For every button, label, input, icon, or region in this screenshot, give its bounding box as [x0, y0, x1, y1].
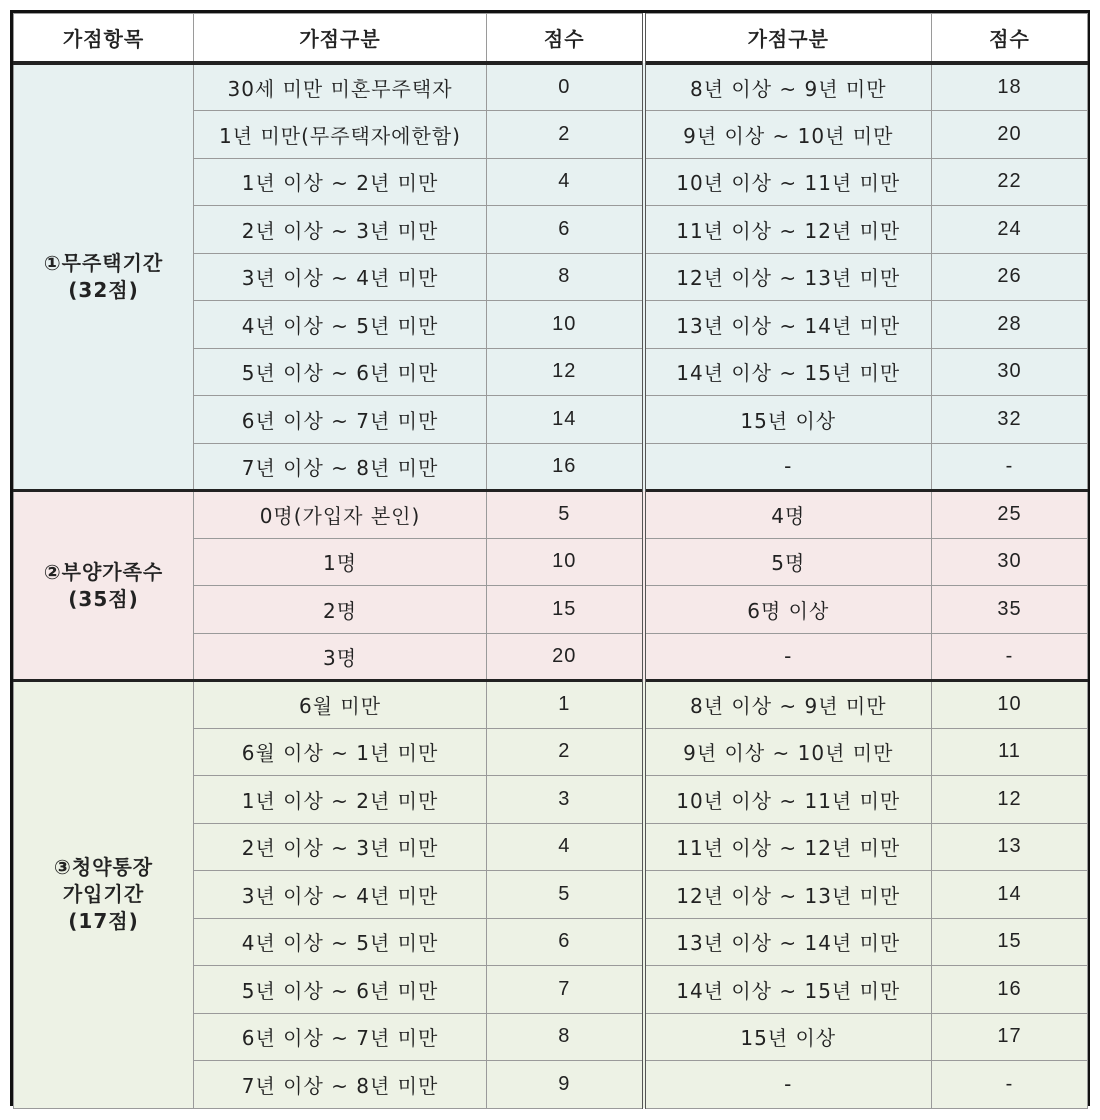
- division-cell-right: 9년 이상 ~ 10년 미만: [644, 728, 932, 776]
- score-cell-right: 24: [932, 206, 1088, 254]
- score-cell-right: 13: [932, 823, 1088, 871]
- division-cell-right: -: [644, 1061, 932, 1109]
- section-group: [14, 681, 1088, 1109]
- score-cell-right: 15: [932, 918, 1088, 966]
- division-cell-left: 3명: [194, 633, 487, 681]
- division-cell-left: 6년 이상 ~ 7년 미만: [194, 396, 487, 444]
- score-cell-right: 26: [932, 253, 1088, 301]
- table-row: [14, 491, 1088, 539]
- score-cell-left: 10: [487, 301, 644, 349]
- division-cell-left: 6월 이상 ~ 1년 미만: [194, 728, 487, 776]
- score-cell-left: 8: [487, 253, 644, 301]
- division-cell-right: 6명 이상: [644, 586, 932, 634]
- table-row: [14, 63, 1088, 111]
- score-cell-right: 10: [932, 681, 1088, 729]
- score-cell-right: 32: [932, 396, 1088, 444]
- division-cell-left: 1명: [194, 538, 487, 586]
- score-cell-right: 30: [932, 538, 1088, 586]
- division-cell-left: 1년 이상 ~ 2년 미만: [194, 158, 487, 206]
- header-category: 가점항목: [14, 14, 194, 64]
- header-division-left: 가점구분: [194, 14, 487, 64]
- category-label-line: ③청약통장: [53, 855, 154, 880]
- division-cell-left: 5년 이상 ~ 6년 미만: [194, 348, 487, 396]
- division-cell-left: 1년 이상 ~ 2년 미만: [194, 776, 487, 824]
- score-cell-right: 14: [932, 871, 1088, 919]
- score-cell-left: 2: [487, 111, 644, 159]
- division-cell-right: 10년 이상 ~ 11년 미만: [644, 776, 932, 824]
- section-group: [14, 491, 1088, 681]
- division-cell-right: 15년 이상: [644, 396, 932, 444]
- score-cell-left: 4: [487, 158, 644, 206]
- division-cell-left: 7년 이상 ~ 8년 미만: [194, 443, 487, 491]
- category-label-line: (32점): [68, 278, 139, 302]
- category-label-line: (17점): [68, 909, 139, 934]
- score-cell-right: -: [932, 633, 1088, 681]
- category-label: [14, 491, 194, 681]
- division-cell-right: 12년 이상 ~ 13년 미만: [644, 871, 932, 919]
- division-cell-right: 11년 이상 ~ 12년 미만: [644, 823, 932, 871]
- division-cell-right: 14년 이상 ~ 15년 미만: [644, 966, 932, 1014]
- division-cell-right: 8년 이상 ~ 9년 미만: [644, 63, 932, 111]
- division-cell-left: 4년 이상 ~ 5년 미만: [194, 301, 487, 349]
- score-cell-right: 25: [932, 491, 1088, 539]
- score-cell-right: 18: [932, 63, 1088, 111]
- category-label-line: ①무주택기간: [43, 251, 164, 275]
- score-cell-right: 35: [932, 586, 1088, 634]
- header-division-right: 가점구분: [644, 14, 932, 64]
- score-cell-right: 30: [932, 348, 1088, 396]
- score-cell-right: -: [932, 443, 1088, 491]
- division-cell-left: 2년 이상 ~ 3년 미만: [194, 206, 487, 254]
- score-cell-left: 14: [487, 396, 644, 444]
- division-cell-left: 3년 이상 ~ 4년 미만: [194, 871, 487, 919]
- division-cell-right: 13년 이상 ~ 14년 미만: [644, 301, 932, 349]
- score-cell-left: 0: [487, 63, 644, 111]
- division-cell-right: 15년 이상: [644, 1013, 932, 1061]
- category-label: [14, 63, 194, 491]
- division-cell-right: 8년 이상 ~ 9년 미만: [644, 681, 932, 729]
- score-cell-left: 15: [487, 586, 644, 634]
- score-cell-left: 6: [487, 918, 644, 966]
- header-score-left: 점수: [487, 14, 644, 64]
- division-cell-left: 6년 이상 ~ 7년 미만: [194, 1013, 487, 1061]
- score-cell-right: 17: [932, 1013, 1088, 1061]
- section-group: [14, 63, 1088, 491]
- category-label: [14, 681, 194, 1109]
- division-cell-left: 2명: [194, 586, 487, 634]
- division-cell-right: -: [644, 633, 932, 681]
- score-cell-left: 2: [487, 728, 644, 776]
- score-cell-left: 9: [487, 1061, 644, 1109]
- division-cell-right: -: [644, 443, 932, 491]
- score-cell-left: 4: [487, 823, 644, 871]
- header-row: [14, 14, 1088, 64]
- category-label-line: (35점): [68, 586, 139, 611]
- score-cell-right: 16: [932, 966, 1088, 1014]
- division-cell-left: 1년 미만(무주택자에한함): [194, 111, 487, 159]
- score-cell-right: 12: [932, 776, 1088, 824]
- division-cell-right: 5명: [644, 538, 932, 586]
- score-cell-left: 7: [487, 966, 644, 1014]
- score-cell-left: 1: [487, 681, 644, 729]
- division-cell-left: 3년 이상 ~ 4년 미만: [194, 253, 487, 301]
- score-cell-left: 5: [487, 491, 644, 539]
- division-cell-right: 14년 이상 ~ 15년 미만: [644, 348, 932, 396]
- division-cell-right: 9년 이상 ~ 10년 미만: [644, 111, 932, 159]
- score-cell-right: 22: [932, 158, 1088, 206]
- division-cell-left: 6월 미만: [194, 681, 487, 729]
- table-row: [14, 681, 1088, 729]
- division-cell-right: 4명: [644, 491, 932, 539]
- division-cell-left: 4년 이상 ~ 5년 미만: [194, 918, 487, 966]
- score-table-frame: [10, 10, 1090, 1106]
- division-cell-left: 7년 이상 ~ 8년 미만: [194, 1061, 487, 1109]
- category-label-line: 가입기간: [62, 882, 145, 907]
- division-cell-right: 13년 이상 ~ 14년 미만: [644, 918, 932, 966]
- score-cell-left: 20: [487, 633, 644, 681]
- division-cell-left: 0명(가입자 본인): [194, 491, 487, 539]
- score-cell-left: 3: [487, 776, 644, 824]
- division-cell-right: 12년 이상 ~ 13년 미만: [644, 253, 932, 301]
- score-cell-left: 12: [487, 348, 644, 396]
- category-label-line: ②부양가족수: [43, 559, 164, 584]
- score-cell-left: 5: [487, 871, 644, 919]
- score-cell-right: -: [932, 1061, 1088, 1109]
- division-cell-left: 30세 미만 미혼무주택자: [194, 63, 487, 111]
- score-cell-right: 20: [932, 111, 1088, 159]
- score-cell-left: 6: [487, 206, 644, 254]
- score-table: [13, 13, 1088, 1109]
- division-cell-right: 11년 이상 ~ 12년 미만: [644, 206, 932, 254]
- score-cell-left: 10: [487, 538, 644, 586]
- division-cell-left: 2년 이상 ~ 3년 미만: [194, 823, 487, 871]
- division-cell-right: 10년 이상 ~ 11년 미만: [644, 158, 932, 206]
- score-cell-right: 11: [932, 728, 1088, 776]
- score-cell-left: 16: [487, 443, 644, 491]
- score-cell-left: 8: [487, 1013, 644, 1061]
- division-cell-left: 5년 이상 ~ 6년 미만: [194, 966, 487, 1014]
- score-cell-right: 28: [932, 301, 1088, 349]
- header-score-right: 점수: [932, 14, 1088, 64]
